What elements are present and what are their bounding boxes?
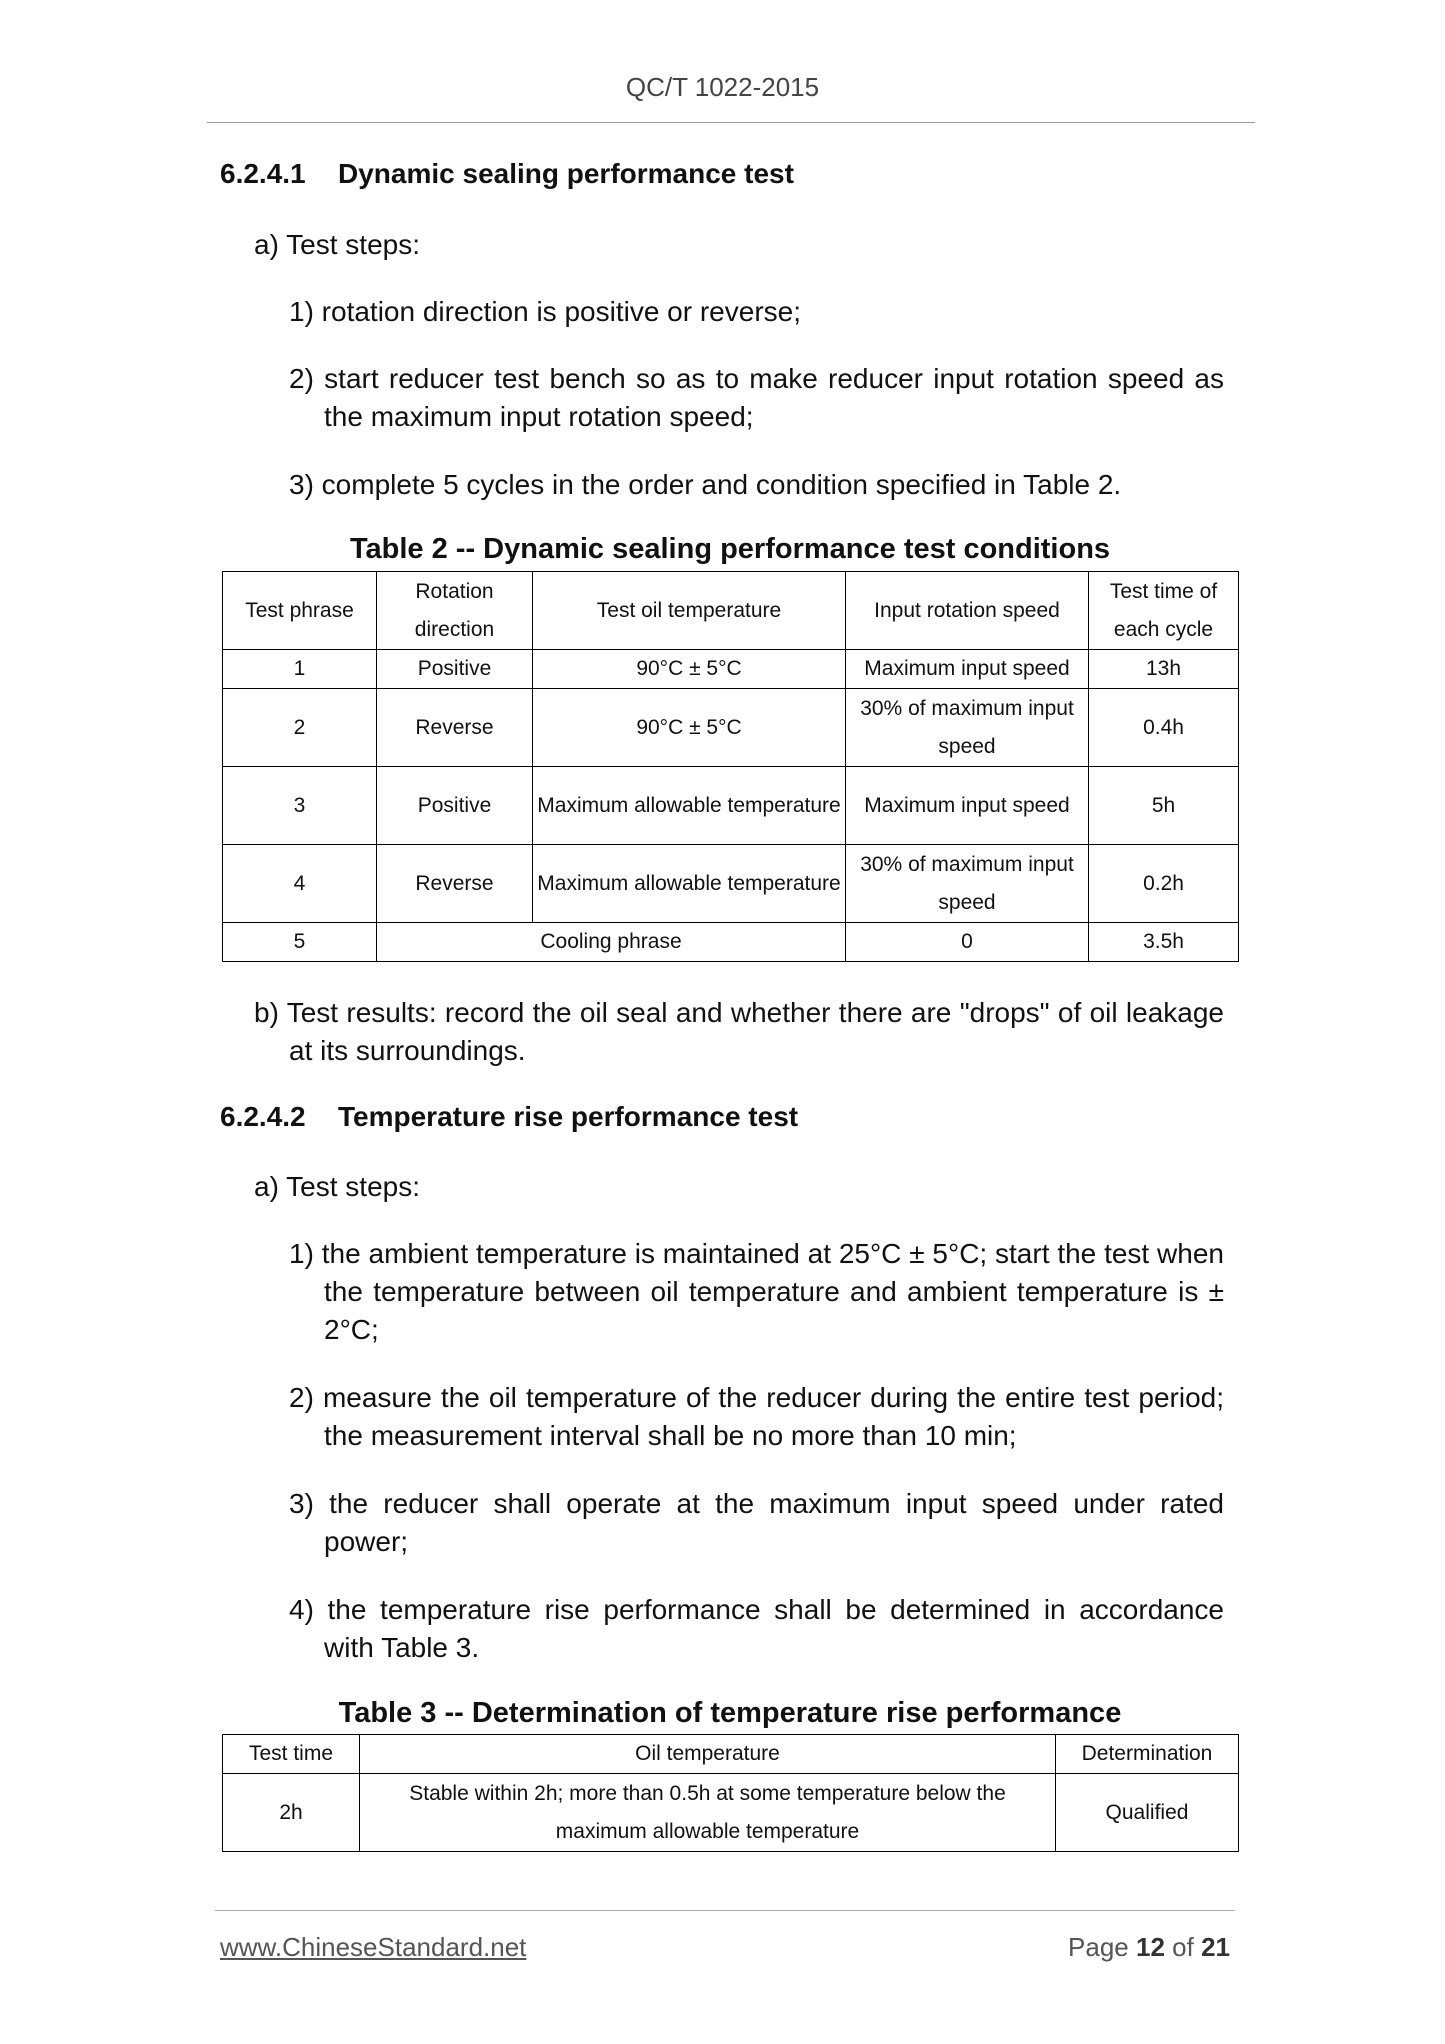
table-3-caption: Table 3 -- Determination of temperature rise performance — [338, 1697, 1122, 1729]
table-row — [223, 767, 1239, 845]
table-cell: 30% of maximum input speed — [846, 689, 1089, 767]
step-4: 4) the temperature rise performance shall be determined in accordance with Table 3. — [289, 1594, 1224, 1663]
table-cell: Maximum input speed — [846, 650, 1089, 689]
table-cell: 5h — [1089, 767, 1239, 845]
table-2-caption: Table 2 -- Dynamic sealing performance test conditions — [349, 533, 1111, 565]
test-steps-label: a) Test steps: — [254, 1171, 421, 1202]
document-code: QC/T 1022-2015 — [625, 72, 820, 102]
table-cell: 5 — [223, 923, 377, 962]
table-header-cell: Rotation direction — [377, 572, 533, 650]
step-3: 3) complete 5 cycles in the order and condition specified in Table 2. — [289, 469, 1122, 500]
table-cell-merged: Cooling phrase — [377, 923, 846, 962]
table-header-cell: Input rotation speed — [846, 572, 1089, 650]
table-header-cell: Test phrase — [223, 572, 377, 650]
table-cell: 13h — [1089, 650, 1239, 689]
page-total: 21 — [1201, 1932, 1230, 1962]
table-cell: Maximum input speed — [846, 767, 1089, 845]
table-cell: 4 — [223, 845, 377, 923]
table-header-cell: Oil temperature — [360, 1735, 1056, 1774]
page-of: of — [1172, 1932, 1194, 1962]
section-title: Temperature rise performance test — [338, 1101, 799, 1132]
table-cell: 1 — [223, 650, 377, 689]
table-cell: Reverse — [377, 845, 533, 923]
table-cell: Reverse — [377, 689, 533, 767]
table-cell: 90°C ± 5°C — [533, 689, 846, 767]
table-row — [223, 1735, 1239, 1774]
section-title: Dynamic sealing performance test — [338, 158, 794, 189]
table-cell: 0.4h — [1089, 689, 1239, 767]
step-1: 1) the ambient temperature is maintained at 25°C ± 5°C; start the test when the temperature between oil temperature and ambient temperature is ± 2°C; — [289, 1238, 1224, 1345]
table-cell: 0.2h — [1089, 845, 1239, 923]
table-cell: Positive — [377, 650, 533, 689]
table-cell: Qualified — [1056, 1774, 1239, 1852]
table-cell: 3.5h — [1089, 923, 1239, 962]
table-cell: 2 — [223, 689, 377, 767]
table-header-cell: Test time — [223, 1735, 360, 1774]
table-header-cell: Determination — [1056, 1735, 1239, 1774]
section-heading-6-2-4-2 — [220, 1101, 798, 1133]
header-divider — [207, 122, 1255, 123]
table-cell: Maximum allowable temperature — [533, 845, 846, 923]
table-header-cell: Test time of each cycle — [1089, 572, 1239, 650]
table-header-cell: Test oil temperature — [533, 572, 846, 650]
table-cell: 30% of maximum input speed — [846, 845, 1089, 923]
table-row — [223, 650, 1239, 689]
page-label: Page — [1068, 1932, 1129, 1962]
table-cell: 2h — [223, 1774, 360, 1852]
step-2: 2) start reducer test bench so as to make reducer input rotation speed as the maximum input rotation speed; — [289, 363, 1224, 432]
test-steps-label: a) Test steps: — [254, 229, 421, 260]
table-row — [223, 1774, 1239, 1852]
test-results: b) Test results: record the oil seal and whether there are "drops" of oil leakage at its surroundings. — [254, 997, 1224, 1066]
table-2 — [222, 571, 1239, 962]
page-indicator — [1068, 1932, 1230, 1963]
section-heading-6-2-4-1 — [220, 158, 794, 190]
table-cell: 3 — [223, 767, 377, 845]
section-number: 6.2.4.1 — [220, 158, 306, 189]
step-3: 3) the reducer shall operate at the maximum input speed under rated power; — [289, 1488, 1224, 1557]
page-current: 12 — [1136, 1932, 1165, 1962]
website-link[interactable]: www.ChineseStandard.net — [220, 1932, 527, 1962]
table-row — [223, 572, 1239, 650]
step-2: 2) measure the oil temperature of the reducer during the entire test period; the measurement interval shall be no more than 10 min; — [289, 1382, 1224, 1451]
table-row — [223, 845, 1239, 923]
table-row — [223, 923, 1239, 962]
section-number: 6.2.4.2 — [220, 1101, 306, 1132]
footer-divider — [215, 1910, 1235, 1911]
table-3 — [222, 1734, 1239, 1852]
table-cell: Maximum allowable temperature — [533, 767, 846, 845]
table-cell: 90°C ± 5°C — [533, 650, 846, 689]
table-cell: Positive — [377, 767, 533, 845]
table-cell: 0 — [846, 923, 1089, 962]
table-cell: Stable within 2h; more than 0.5h at some temperature below the maximum allowable temperature — [360, 1774, 1056, 1852]
table-row — [223, 689, 1239, 767]
step-1: 1) rotation direction is positive or reverse; — [289, 296, 801, 327]
